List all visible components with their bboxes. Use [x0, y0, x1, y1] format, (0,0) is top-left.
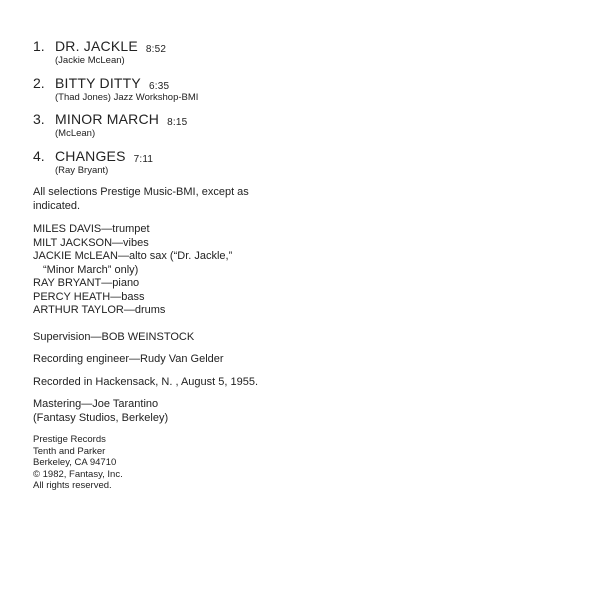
engineer-credit: [33, 353, 224, 367]
label-address: [33, 434, 123, 492]
mastering-line: Mastering—Joe Tarantino: [33, 398, 159, 410]
track-item: [33, 147, 433, 176]
track-number: 3.: [33, 111, 45, 127]
track-number: 2.: [33, 75, 45, 91]
copyright-line: © 1982, Fantasy, Inc.: [33, 468, 123, 480]
personnel-list: [33, 223, 232, 318]
mastering-line: (Fantasy Studios, Berkeley): [33, 411, 169, 424]
personnel-item: RAY BRYANT—piano: [33, 277, 140, 289]
publishing-note: [33, 186, 249, 213]
track-credit: (Ray Bryant): [55, 165, 109, 176]
supervision-credit: [33, 331, 194, 345]
label-line: Berkeley, CA 94710: [33, 457, 117, 468]
track-duration: 8:15: [167, 117, 188, 128]
track-credit: (Thad Jones) Jazz Workshop-BMI: [55, 92, 199, 103]
track-credit: (Jackie McLean): [55, 55, 125, 66]
track-duration: 8:52: [145, 44, 167, 55]
track-heading: [33, 110, 433, 128]
track-duration: 6:35: [148, 81, 170, 92]
track-number: 1.: [33, 38, 45, 54]
publishing-note-line: indicated.: [33, 199, 81, 212]
track-duration: 7:11: [133, 154, 154, 165]
publishing-note-line: All selections Prestige Music-BMI, except as: [33, 186, 249, 198]
track-title: MINOR MARCH: [55, 111, 160, 127]
rights-line: All rights reserved.: [33, 480, 112, 491]
personnel-item: “Minor March” only): [43, 263, 139, 276]
engineer-text: Recording engineer—Rudy Van Gelder: [33, 353, 224, 365]
recording-info: [33, 376, 258, 390]
label-line: Prestige Records: [33, 434, 106, 445]
personnel-item: MILES DAVIS—trumpet: [33, 223, 150, 235]
label-line: Tenth and Parker: [33, 445, 106, 457]
track-heading: [33, 147, 433, 165]
track-heading: [33, 74, 433, 92]
track-credit: (McLean): [55, 128, 96, 139]
personnel-item: MILT JACKSON—vibes: [33, 236, 149, 249]
track-title: DR. JACKLE: [55, 38, 138, 54]
track-heading: [33, 37, 433, 55]
track-number: 4.: [33, 148, 45, 164]
personnel-item: PERCY HEATH—bass: [33, 290, 145, 303]
personnel-item: ARTHUR TAYLOR—drums: [33, 304, 166, 316]
personnel-item: JACKIE McLEAN—alto sax (“Dr. Jackle,”: [33, 250, 233, 262]
track-title: CHANGES: [55, 148, 126, 164]
recording-text: Recorded in Hackensack, N. , August 5, 1955.: [33, 376, 259, 388]
supervision-text: Supervision—BOB WEINSTOCK: [33, 331, 195, 343]
mastering-credit: [33, 398, 168, 425]
track-item: [33, 74, 433, 103]
track-item: [33, 110, 433, 139]
track-item: [33, 37, 433, 66]
track-title: BITTY DITTY: [55, 75, 141, 91]
